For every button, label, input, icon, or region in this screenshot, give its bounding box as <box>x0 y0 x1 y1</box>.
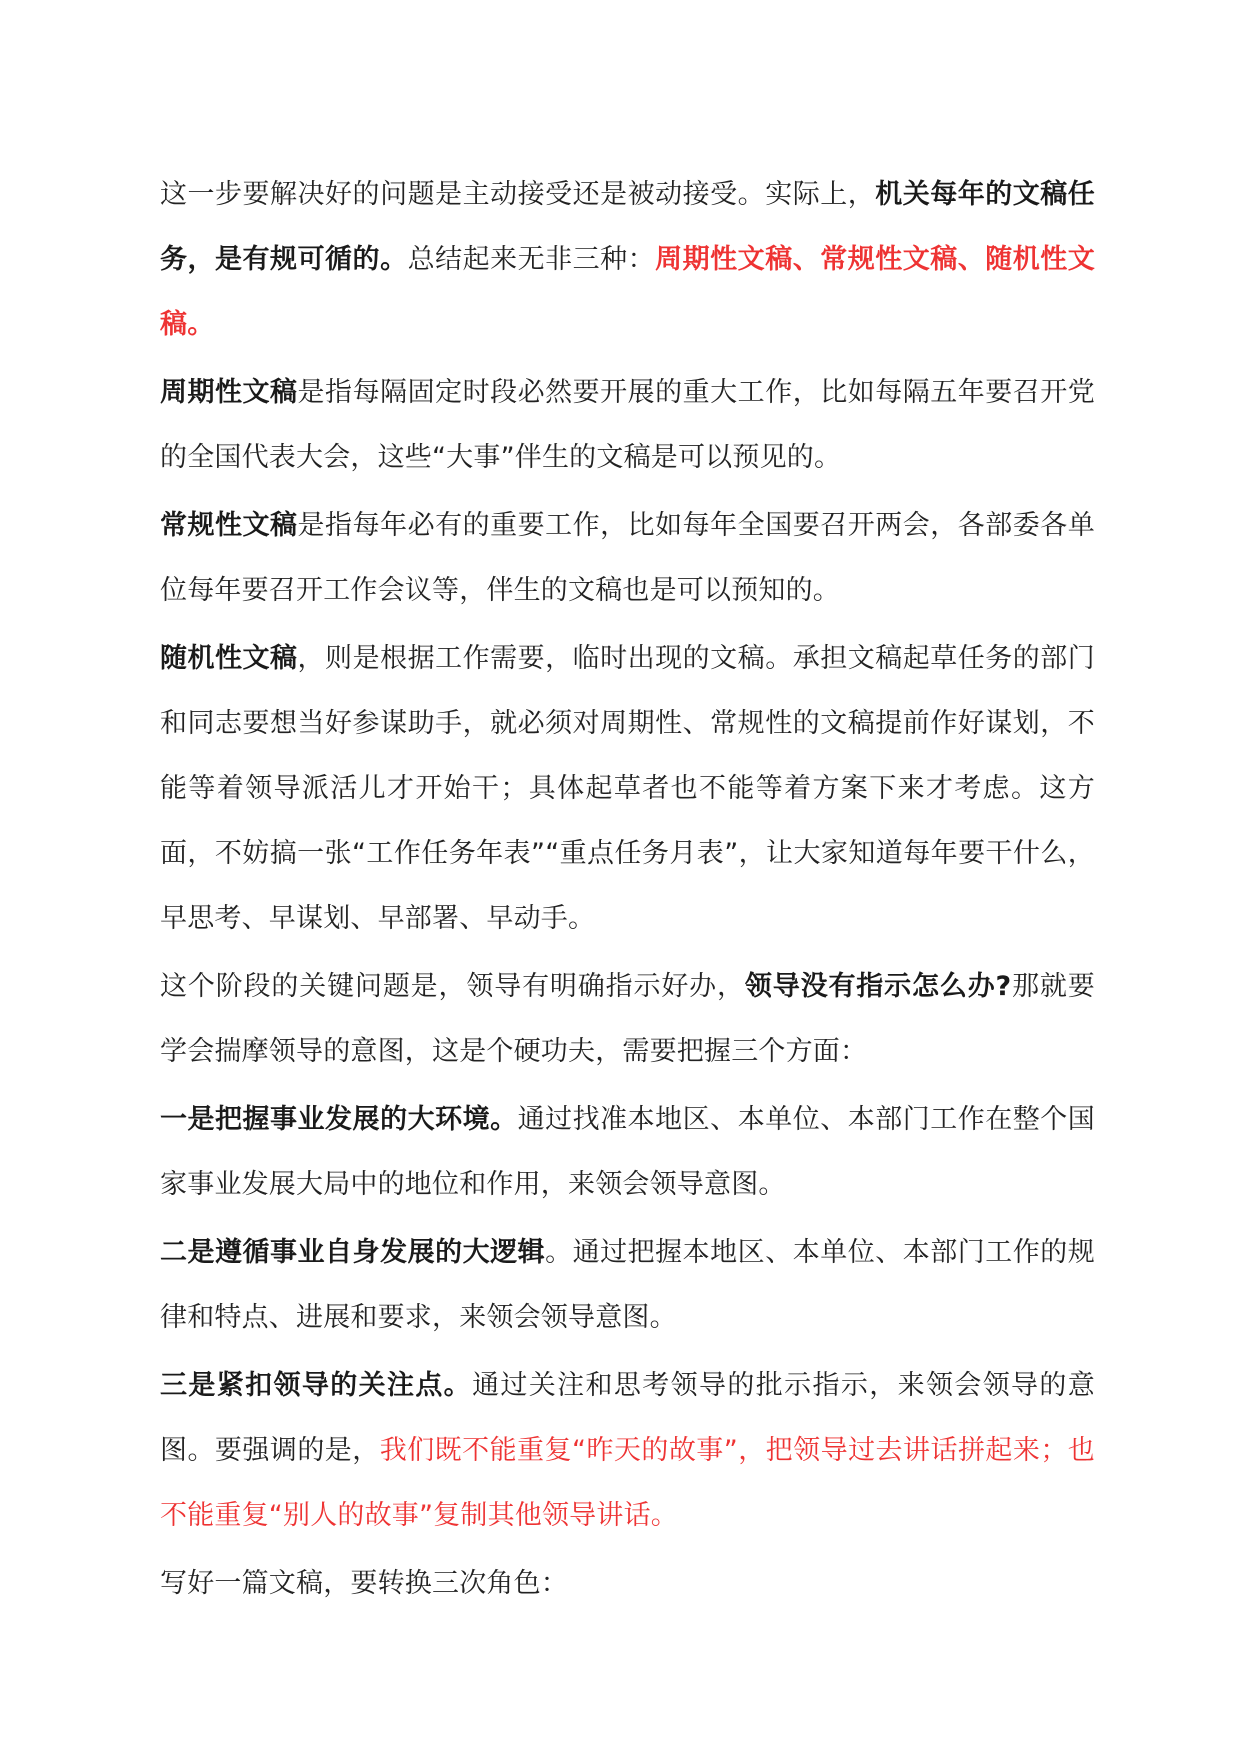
text-segment: 是指每年必有的重要工作，比如每年全国要召开两会，各部委各单位每年要召开工作会议等，伴生的文稿也是可以预知的。 <box>160 510 1095 606</box>
paragraph <box>160 1087 1095 1217</box>
text-segment-bold-red: 周期性文稿、常规性文稿、随机性文稿。 <box>160 244 1095 340</box>
paragraph <box>160 1551 1095 1616</box>
text-segment-bold: 机关每年的文稿任务，是有规可循的。 <box>160 179 1095 275</box>
text-segment: 这一步要解决好的问题是主动接受还是被动接受。实际上， <box>160 179 876 210</box>
text-segment-bold: 常规性文稿 <box>160 510 298 541</box>
text-segment-bold: 三是紧扣领导的关注点。 <box>160 1370 473 1401</box>
text-segment-bold: 一是把握事业发展的大环境。 <box>160 1104 518 1135</box>
document-body <box>160 162 1095 1619</box>
text-segment: 通过找准本地区、本单位、本部门工作在整个国家事业发展大局中的地位和作用，来领会领导意图。 <box>160 1104 1095 1200</box>
text-segment-bold: 周期性文稿 <box>160 377 298 408</box>
text-segment: ，则是根据工作需要，临时出现的文稿。承担文稿起草任务的部门和同志要想当好参谋助手，就必须对周期性、常规性的文稿提前作好谋划，不能等着领导派活儿才开始干；具体起草者也不能等着方案下来才考虑。这方面，不妨搞一张“工作任务年表”“重点任务月表”，让大家知道每年要干什么，早思考、早谋划、早部署、早动手。 <box>160 643 1095 934</box>
text-segment-bold: 领导没有指示怎么办? <box>744 971 1012 1002</box>
text-segment: 写好一篇文稿，要转换三次角色： <box>160 1568 568 1599</box>
text-segment-bold: 随机性文稿 <box>160 643 298 674</box>
text-segment: 这个阶段的关键问题是，领导有明确指示好办， <box>160 971 745 1002</box>
text-segment: 是指每隔固定时段必然要开展的重大工作，比如每隔五年要召开党的全国代表大会，这些“大事”伴生的文稿是可以预见的。 <box>160 377 1095 473</box>
paragraph <box>160 162 1095 357</box>
paragraph <box>160 1220 1095 1350</box>
text-segment-red: 我们既不能重复“昨天的故事”，把领导过去讲话拼起来；也不能重复“别人的故事”复制其他领导讲话。 <box>160 1435 1096 1531</box>
paragraph <box>160 360 1095 490</box>
text-segment: 总结起来无非三种： <box>407 244 656 275</box>
text-segment: 那就要学会揣摩领导的意图，这是个硬功夫，需要把握三个方面： <box>160 971 1095 1067</box>
paragraph <box>160 954 1095 1084</box>
paragraph <box>160 626 1095 951</box>
text-segment-bold: 二是遵循事业自身发展的大逻辑 <box>160 1237 546 1268</box>
text-segment: 。通过把握本地区、本单位、本部门工作的规律和特点、进展和要求，来领会领导意图。 <box>160 1237 1095 1333</box>
paragraph <box>160 1353 1095 1548</box>
text-segment: 通过关注和思考领导的批示指示，来领会领导的意图。要强调的是， <box>160 1370 1095 1466</box>
paragraph <box>160 493 1095 623</box>
